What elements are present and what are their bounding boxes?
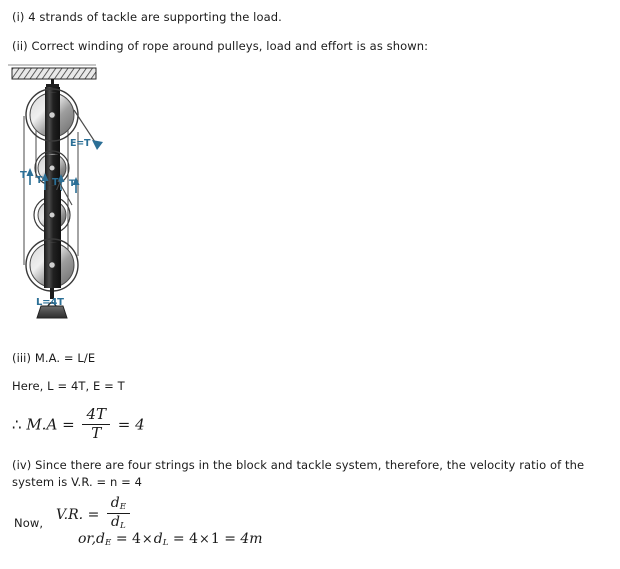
dist-factor: 4 (132, 531, 141, 547)
tension-label-1: T (20, 170, 27, 181)
tension-label-3: T (52, 177, 59, 188)
therefore-symbol: ∴ (12, 415, 22, 434)
multiply-icon: × (141, 532, 153, 547)
multiply-icon-2: × (199, 532, 210, 547)
ma-equals: = (62, 415, 75, 434)
tension-label-4: T (69, 179, 75, 189)
vr-den-sub: L (120, 521, 126, 532)
dist-value-a: 4 (189, 531, 199, 547)
ma-fraction (82, 407, 110, 442)
vr-equals: = (87, 506, 100, 523)
dist-rhs-base: d (153, 531, 163, 547)
paragraph-here: Here, L = 4T, E = T (12, 379, 125, 393)
or-prefix: or, (78, 531, 97, 547)
effort-arrow-icon (92, 140, 103, 150)
dist-rhs-sub: L (162, 538, 169, 549)
vr-denominator (107, 515, 130, 531)
vr-fraction (107, 496, 130, 532)
ceiling-support-icon (12, 68, 96, 79)
vr-num-sub: E (119, 502, 127, 513)
effort-label: E=T (70, 138, 91, 149)
equation-distance (78, 531, 263, 548)
dist-equals-1: = (115, 531, 128, 547)
load-label: L=4T (36, 297, 64, 308)
pulley-system-diagram (0, 60, 160, 322)
ma-numerator: 4T (86, 405, 106, 423)
tension-label-2: T (36, 175, 43, 186)
dist-answer: 4m (240, 531, 263, 547)
dist-equals-2: = (172, 531, 185, 547)
dist-lhs-base: d (96, 531, 106, 547)
block-and-tackle-figure (0, 60, 160, 322)
ma-result-equals: = (117, 415, 131, 434)
vr-lhs: V.R. (56, 506, 84, 523)
dist-lhs-sub: E (105, 538, 112, 549)
vr-numerator (107, 496, 130, 512)
dist-value-b: 1 (210, 531, 220, 547)
equation-velocity-ratio (56, 497, 133, 533)
paragraph-ii: (ii) Correct winding of rope around pulleys, load and effort is as shown: (12, 39, 429, 53)
vr-den-base: d (111, 514, 120, 531)
dist-equals-3: = (224, 531, 236, 547)
ma-lhs: M.A (26, 415, 58, 434)
ma-result: 4 (135, 415, 145, 434)
ma-denominator: T (91, 423, 102, 442)
lower-pulley-block (26, 190, 78, 291)
paragraph-iv: (iv) Since there are four strings in the block and tackle system, therefore, the velocity ratio of the system is V.R. = n = 4 (12, 458, 585, 489)
equation-mechanical-advantage (12, 405, 145, 443)
paragraph-iii: (iii) M.A. = L/E (12, 351, 96, 365)
paragraph-i: (i) 4 strands of tackle are supporting the load. (12, 10, 282, 24)
vr-num-base: d (110, 495, 120, 511)
label-now: Now, (14, 516, 44, 530)
